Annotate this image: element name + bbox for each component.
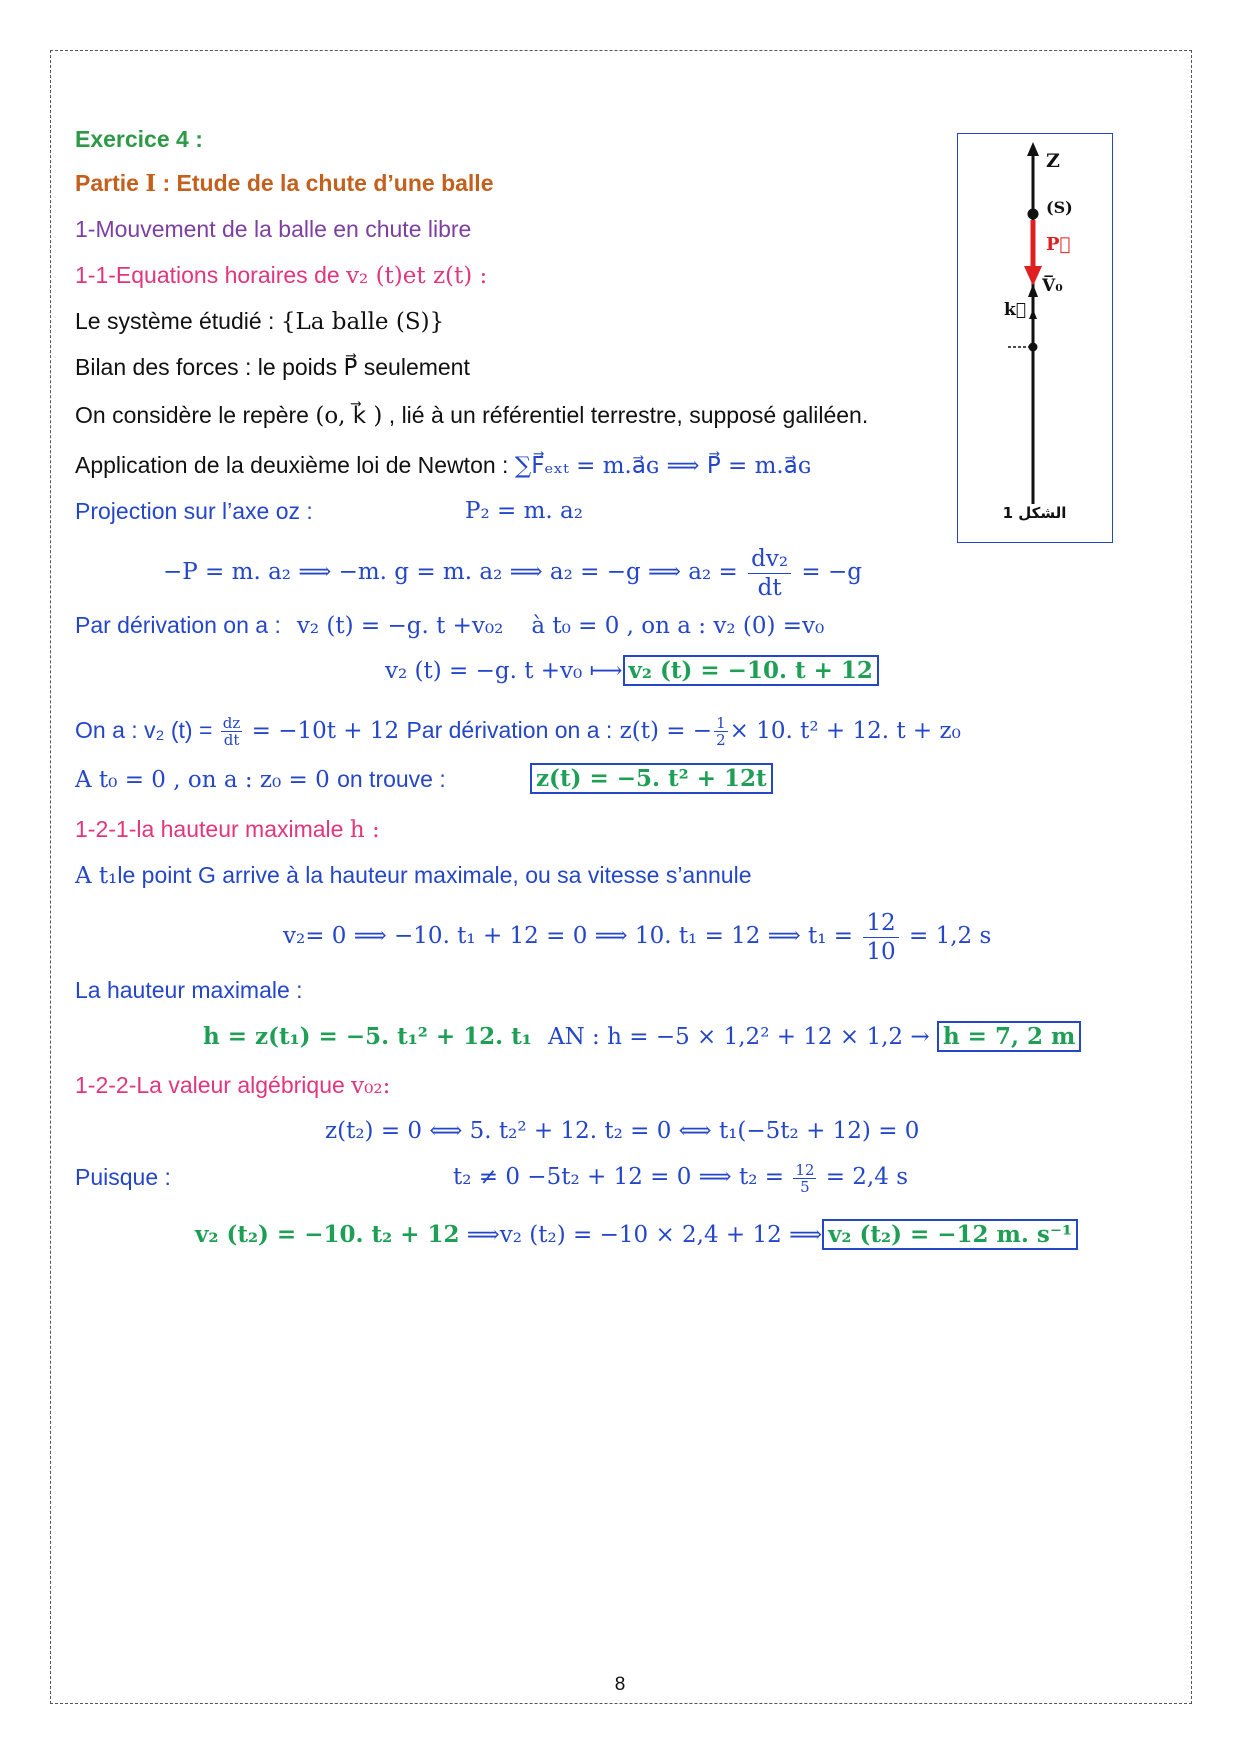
section-1-1-text: 1-1-Equations horaires de xyxy=(75,262,347,288)
fraction-numerator: dz xyxy=(222,714,241,733)
newton-text: Application de la deuxième loi de Newton : xyxy=(75,452,515,478)
height-formula: h = z(t₁) = −5. t₁² + 12. t₁ xyxy=(203,1023,532,1050)
s-label: (S) xyxy=(1046,198,1073,217)
fraction-denominator: dt xyxy=(223,731,240,750)
dvz-dt-fraction xyxy=(748,545,791,602)
exercise-title: Exercice 4 : xyxy=(75,126,203,152)
system-line xyxy=(75,306,444,337)
section-1-2-2-text: 1-2-2-La valeur algébrique xyxy=(75,1072,352,1098)
t1-symbol: A t₁ xyxy=(75,863,118,889)
vz-expression: = −10t + 12 xyxy=(244,718,407,744)
derivation-line xyxy=(75,610,824,641)
ona-text: On a : v₂ (t) = xyxy=(75,717,219,743)
z-derivation-line xyxy=(75,708,961,753)
frame-line xyxy=(75,400,868,431)
v0-arrowhead xyxy=(1028,284,1038,297)
half-fraction xyxy=(714,715,728,748)
derivation-label: Par dérivation on a : xyxy=(75,612,281,638)
t2-value: = 2,4 s xyxy=(818,1164,908,1190)
acc-eq-right: = −g xyxy=(794,559,862,585)
max-height-line xyxy=(203,1022,532,1052)
forces-line xyxy=(75,352,470,383)
t2-eq-left: t₂ ≠ 0 −5t₂ + 12 = 0 ⟹ t₂ = xyxy=(453,1164,792,1190)
page-number: 8 xyxy=(614,1674,626,1695)
vz-result-box: v₂ (t) = −10. t + 12 xyxy=(623,655,879,686)
newton-arrow: ⟹ xyxy=(659,453,707,479)
newton-line xyxy=(75,450,811,481)
section-1-1-heading xyxy=(75,260,487,291)
fraction-denominator: 5 xyxy=(800,1177,810,1196)
section-1-2-1-math: h : xyxy=(349,817,380,843)
projection-label: Projection sur l’axe oz : xyxy=(75,498,313,524)
z0-condition: A t₀ = 0 , on a : z₀ = 0 xyxy=(75,767,338,793)
system-label: Le système étudié : xyxy=(75,308,281,334)
z-equation-start: z(t) = − xyxy=(612,718,713,744)
max-height-label: La hauteur maximale : xyxy=(75,977,303,1003)
acc-eq-left: −P = m. a₂ ⟹ −m. g = m. a₂ ⟹ a₂ = −g ⟹ a₂ = xyxy=(163,559,746,585)
section-1-2-2-heading xyxy=(75,1070,390,1101)
vz-t2-line xyxy=(195,1220,1078,1250)
section-1-2-1-heading xyxy=(75,814,380,845)
forces-rest: seulement xyxy=(357,354,470,380)
part-prefix: Partie xyxy=(75,170,146,196)
vz-result-line xyxy=(385,656,879,686)
weight-vector: P⃗ xyxy=(343,355,358,381)
height-numeric-line xyxy=(548,1022,1081,1052)
dz-dt-fraction xyxy=(221,715,243,748)
t1-equation xyxy=(283,906,991,966)
acceleration-equation xyxy=(163,542,862,602)
newton-eq2: P⃗ = m.a⃗ɢ xyxy=(706,453,812,479)
frame-rest: , lié à un référentiel terrestre, supposé galiléen. xyxy=(382,402,869,428)
fraction-numerator: 1 xyxy=(716,714,726,733)
k-arrowhead xyxy=(1029,309,1037,319)
t2-fraction xyxy=(793,1162,816,1195)
z-axis-label: Z xyxy=(1046,150,1060,172)
vz-t2-result-box: v₂ (t₂) = −12 m. s⁻¹ xyxy=(822,1219,1078,1250)
vz-equation: v₂ (t) = −g. t +v₀₂ xyxy=(296,613,504,639)
fraction-denominator: 10 xyxy=(866,938,896,965)
p-vector-label: P⃗ xyxy=(1046,234,1071,255)
t2-equation xyxy=(453,1154,908,1200)
section-1-2-2-math: v₀₂: xyxy=(351,1073,391,1099)
ball-s xyxy=(1028,209,1039,220)
z0-found: on trouve : xyxy=(337,766,446,792)
z-result-box: z(t) = −5. t² + 12t xyxy=(530,763,773,794)
v0-label: V̅₀ xyxy=(1042,276,1063,296)
height-result-box: h = 7, 2 m xyxy=(937,1021,1081,1052)
k-vector-label: k⃗ xyxy=(1004,300,1026,320)
t1-text: le point G arrive à la hauteur maximale, ou sa vitesse s’annule xyxy=(117,862,752,888)
fraction-numerator: 12 xyxy=(795,1160,815,1179)
fraction-numerator: 12 xyxy=(863,909,898,938)
frame-math: (o, k⃗ ) xyxy=(315,403,383,429)
height-numeric: AN : h = −5 × 1,2² + 12 × 1,2 → xyxy=(548,1024,937,1050)
section-1-1-math: v₂ (t)et z(t) : xyxy=(346,263,488,289)
fraction-numerator: dv₂ xyxy=(748,545,791,574)
section-1-heading: 1-Mouvement de la balle en chute libre xyxy=(75,216,472,242)
vz-t2-numeric: ⟹v₂ (t₂) = −10 × 2,4 + 12 ⟹ xyxy=(459,1222,823,1248)
newton-eq1: ∑F⃗ₑₓₜ = m.a⃗ɢ xyxy=(514,453,660,479)
puisque-label: Puisque : xyxy=(75,1164,171,1190)
weight-arrowhead xyxy=(1024,266,1042,286)
z-equation-end: × 10. t² + 12. t + z₀ xyxy=(729,718,961,744)
z-axis-arrowhead xyxy=(1027,142,1039,156)
figure-box xyxy=(957,133,1113,543)
forces-label: Bilan des forces : le poids xyxy=(75,354,344,380)
initial-condition: à t₀ = 0 , on a : v₂ (0) =v₀ xyxy=(531,613,825,639)
part-title: Etude de la chute d’une balle xyxy=(176,170,494,196)
part-number: I xyxy=(145,170,157,197)
section-1-2-1-text: 1-2-1-la hauteur maximale xyxy=(75,816,350,842)
vz-substitution: v₂ (t) = −g. t +v₀ ⟼ xyxy=(385,658,623,684)
z-result-line xyxy=(530,764,773,794)
fraction-denominator: dt xyxy=(757,574,782,601)
part-separator: : xyxy=(156,170,177,196)
zt2-equation: z(t₂) = 0 ⟺ 5. t₂² + 12. t₂ = 0 ⟺ t₁(−5t₂ + 12) = 0 xyxy=(325,1118,920,1144)
derivation-label: Par dérivation on a : xyxy=(406,717,613,743)
vz-t2-formula: v₂ (t₂) = −10. t₂ + 12 xyxy=(195,1221,460,1248)
t1-value: = 1,2 s xyxy=(901,923,992,949)
origin-point xyxy=(1029,343,1038,352)
t1-line xyxy=(75,860,752,891)
fraction-denominator: 2 xyxy=(716,731,726,750)
part-heading xyxy=(75,168,494,199)
figure-caption: الشكل 1 xyxy=(1002,504,1067,522)
t1-eq-left: v₂= 0 ⟹ −10. t₁ + 12 = 0 ⟹ 10. t₁ = 12 ⟹ t₁ = xyxy=(283,923,861,949)
system-value: {La balle (S)} xyxy=(280,309,445,335)
frame-text: On considère le repère xyxy=(75,402,316,428)
z0-line xyxy=(75,764,446,795)
t1-fraction xyxy=(863,909,898,966)
projection-equation: P₂ = m. a₂ xyxy=(465,498,583,524)
falling-ball-diagram xyxy=(958,134,1111,541)
